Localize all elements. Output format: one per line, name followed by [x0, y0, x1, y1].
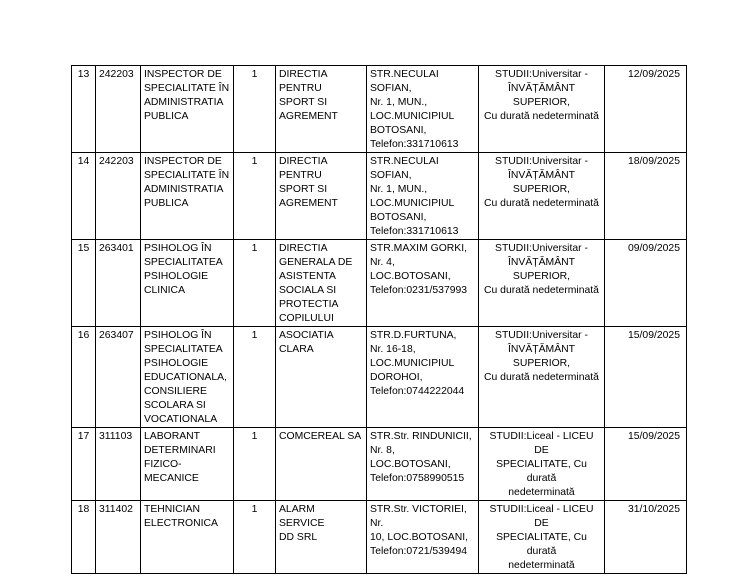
occupation-title: LABORANT DETERMINARI FIZICO-MECANICE: [141, 428, 234, 501]
employer-name: ALARM SERVICE DD SRL: [276, 501, 367, 574]
positions-count: 1: [234, 501, 276, 574]
deadline-date: 31/10/2025: [605, 501, 687, 574]
employer-address: STR.D.FURTUNA, Nr. 16-18, LOC.MUNICIPIUL DOROHOI, Telefon:0744222044: [367, 327, 479, 428]
occupation-code: 263407: [96, 327, 141, 428]
occupation-code: 311103: [96, 428, 141, 501]
occupation-title: INSPECTOR DE SPECIALITATE ÎN ADMINISTRATIA PUBLICA: [141, 153, 234, 240]
employer-address: STR.NECULAI SOFIAN, Nr. 1, MUN., LOC.MUNICIPIUL BOTOSANI, Telefon:331710613: [367, 66, 479, 153]
employer-name: DIRECTIA GENERALA DE ASISTENTA SOCIALA SI PROTECTIA COPILULUI: [276, 240, 367, 327]
occupation-title: PSIHOLOG ÎN SPECIALITATEA PSIHOLOGIE EDUCATIONALA, CONSILIERE SCOLARA SI VOCATIONALA: [141, 327, 234, 428]
requirements: STUDII:Universitar - ÎNVĂȚĂMÂNT SUPERIOR, Cu durată nedeterminată: [479, 153, 605, 240]
deadline-date: 12/09/2025: [605, 66, 687, 153]
requirements: STUDII:Liceal - LICEU DE SPECIALITATE, Cu durată nedeterminată: [479, 501, 605, 574]
requirements: STUDII:Liceal - LICEU DE SPECIALITATE, Cu durată nedeterminată: [479, 428, 605, 501]
positions-count: 1: [234, 153, 276, 240]
row-number: 13: [72, 66, 96, 153]
occupation-code: 311402: [96, 501, 141, 574]
requirements: STUDII:Universitar - ÎNVĂȚĂMÂNT SUPERIOR, Cu durată nedeterminată: [479, 66, 605, 153]
table-row: [72, 66, 687, 153]
employer-address: STR.Str. VICTORIEI, Nr. 10, LOC.BOTOSANI, Telefon:0721/539494: [367, 501, 479, 574]
positions-count: 1: [234, 66, 276, 153]
occupation-code: 242203: [96, 66, 141, 153]
row-number: 15: [72, 240, 96, 327]
occupation-code: 242203: [96, 153, 141, 240]
requirements: STUDII:Universitar - ÎNVĂȚĂMÂNT SUPERIOR, Cu durată nedeterminată: [479, 327, 605, 428]
employer-address: STR.MAXIM GORKI, Nr. 4, LOC.BOTOSANI, Telefon:0231/537993: [367, 240, 479, 327]
row-number: 16: [72, 327, 96, 428]
occupation-code: 263401: [96, 240, 141, 327]
row-number: 18: [72, 501, 96, 574]
occupation-title: TEHNICIAN ELECTRONICA: [141, 501, 234, 574]
employer-name: ASOCIATIA CLARA: [276, 327, 367, 428]
job-vacancies-table: [71, 65, 687, 574]
row-number: 17: [72, 428, 96, 501]
employer-address: STR.Str. RINDUNICII, Nr. 8, LOC.BOTOSANI, Telefon:0758990515: [367, 428, 479, 501]
row-number: 14: [72, 153, 96, 240]
table-row: [72, 240, 687, 327]
deadline-date: 15/09/2025: [605, 428, 687, 501]
positions-count: 1: [234, 428, 276, 501]
deadline-date: 15/09/2025: [605, 327, 687, 428]
table-row: [72, 153, 687, 240]
table-row: [72, 501, 687, 574]
occupation-title: PSIHOLOG ÎN SPECIALITATEA PSIHOLOGIE CLINICA: [141, 240, 234, 327]
positions-count: 1: [234, 240, 276, 327]
table-row: [72, 428, 687, 501]
deadline-date: 09/09/2025: [605, 240, 687, 327]
occupation-title: INSPECTOR DE SPECIALITATE ÎN ADMINISTRATIA PUBLICA: [141, 66, 234, 153]
employer-name: DIRECTIA PENTRU SPORT SI AGREMENT: [276, 66, 367, 153]
table-row: [72, 327, 687, 428]
employer-name: COMCEREAL SA: [276, 428, 367, 501]
positions-count: 1: [234, 327, 276, 428]
requirements: STUDII:Universitar - ÎNVĂȚĂMÂNT SUPERIOR, Cu durată nedeterminată: [479, 240, 605, 327]
employer-name: DIRECTIA PENTRU SPORT SI AGREMENT: [276, 153, 367, 240]
employer-address: STR.NECULAI SOFIAN, Nr. 1, MUN., LOC.MUNICIPIUL BOTOSANI, Telefon:331710613: [367, 153, 479, 240]
deadline-date: 18/09/2025: [605, 153, 687, 240]
